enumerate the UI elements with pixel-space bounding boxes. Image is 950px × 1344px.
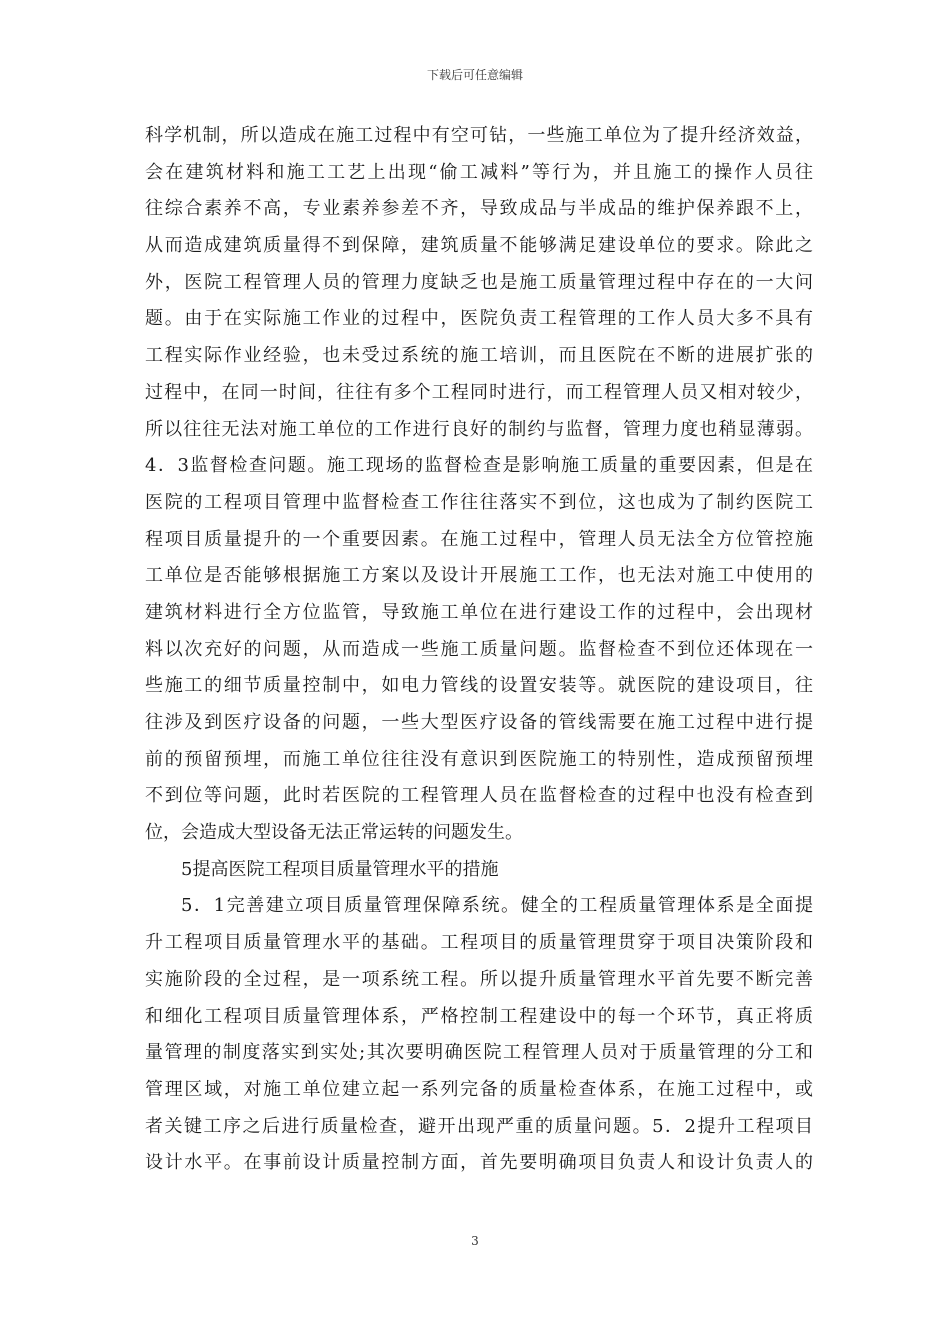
text-line: 者关键工序之后进行质量检查，避开出现严重的质量问题。5．2提升工程项目 bbox=[145, 1115, 813, 1137]
text-line: 5．1完善建立项目质量管理保障系统。健全的工程质量管理体系是全面提 bbox=[181, 895, 813, 917]
text-line: 管理区域，对施工单位建立起一系列完备的质量检查体系，在施工过程中，或 bbox=[145, 1078, 813, 1100]
text-line: 料以次充好的问题，从而造成一些施工质量问题。监督检查不到位还体现在一 bbox=[145, 638, 813, 660]
text-line: 工单位是否能够根据施工方案以及设计开展施工工作，也无法对施工中使用的 bbox=[145, 565, 813, 587]
text-line: 升工程项目质量管理水平的基础。工程项目的质量管理贯穿于项目决策阶段和 bbox=[145, 932, 813, 954]
text-line: 往涉及到医疗设备的问题，一些大型医疗设备的管线需要在施工过程中进行提 bbox=[145, 712, 813, 733]
section-heading: 5提高医院工程项目质量管理水平的措施 bbox=[181, 858, 499, 880]
text-line: 科学机制，所以造成在施工过程中有空可钻，一些施工单位为了提升经济效益， bbox=[145, 125, 813, 146]
text-line: 程项目质量提升的一个重要因素。在施工过程中，管理人员无法全方位管控施 bbox=[145, 528, 813, 550]
text-line: 题。由于在实际施工作业的过程中，医院负责工程管理的工作人员大多不具有 bbox=[145, 308, 813, 330]
text-line: 过程中，在同一时间，往往有多个工程同时进行，而工程管理人员又相对较少， bbox=[145, 381, 813, 403]
text-line: 前的预留预埋，而施工单位往往没有意识到医院施工的特别性，造成预留预埋 bbox=[145, 748, 813, 770]
text-line: 往综合素养不高，专业素养参差不齐，导致成品与半成品的维护保养跟不上， bbox=[145, 198, 813, 220]
body-text bbox=[145, 118, 813, 1182]
text-line: 设计水平。在事前设计质量控制方面，首先要明确项目负责人和设计负责人的 bbox=[145, 1152, 813, 1174]
text-line: 些施工的细节质量控制中，如电力管线的设置安装等。就医院的建设项目，往 bbox=[145, 675, 813, 697]
text-line: 4．3监督检查问题。施工现场的监督检查是影响施工质量的重要因素，但是在 bbox=[145, 455, 813, 477]
text-line: 会在建筑材料和施工工艺上出现“偷工减料”等行为，并且施工的操作人员往 bbox=[145, 161, 813, 183]
page-number: 3 bbox=[471, 1234, 479, 1248]
text-line: 医院的工程项目管理中监督检查工作往往落实不到位，这也成为了制约医院工 bbox=[145, 491, 813, 513]
text-line: 位，会造成大型设备无法正常运转的问题发生。 bbox=[145, 822, 523, 844]
text-line: 建筑材料进行全方位监管，导致施工单位在进行建设工作的过程中，会出现材 bbox=[145, 601, 813, 623]
text-line: 所以往往无法对施工单位的工作进行良好的制约与监督，管理力度也稍显薄弱。 bbox=[145, 418, 813, 440]
text-line: 外，医院工程管理人员的管理力度缺乏也是施工质量管理过程中存在的一大问 bbox=[145, 271, 813, 293]
text-line: 和细化工程项目质量管理体系，严格控制工程建设中的每一个环节，真正将质 bbox=[145, 1005, 813, 1027]
text-line: 工程实际作业经验，也未受过系统的施工培训，而且医院在不断的进展扩张的 bbox=[145, 345, 813, 367]
text-line: 不到位等问题，此时若医院的工程管理人员在监督检查的过程中也没有检查到 bbox=[145, 785, 813, 807]
page-header: 下载后可任意编辑 bbox=[426, 68, 523, 82]
text-line: 量管理的制度落实到实处;其次要明确医院工程管理人员对于质量管理的分工和 bbox=[145, 1042, 813, 1064]
text-line: 实施阶段的全过程，是一项系统工程。所以提升质量管理水平首先要不断完善 bbox=[145, 968, 813, 990]
text-line: 从而造成建筑质量得不到保障，建筑质量不能够满足建设单位的要求。除此之 bbox=[145, 235, 813, 257]
